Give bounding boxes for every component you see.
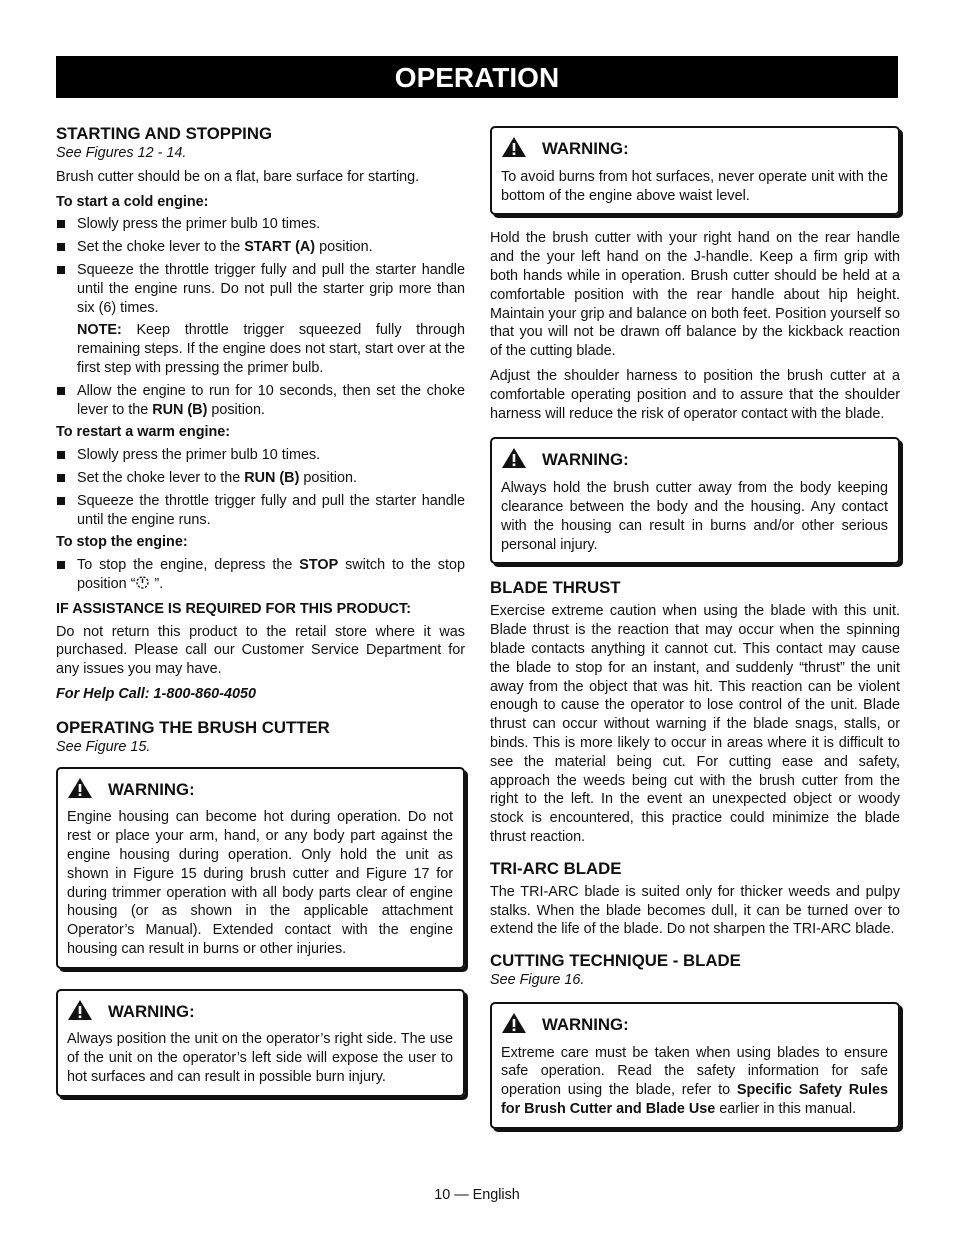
warning-triangle-icon	[501, 1012, 527, 1039]
warning-triangle-icon	[501, 447, 527, 474]
warning-box-waist-level	[490, 126, 900, 215]
warning-triangle-icon	[67, 777, 93, 804]
thrust-text: Exercise extreme caution when using the blade with this unit. Blade thrust is the reaction that may occur when the spinning blade contacts anything it cannot cut. This contact may cause the blade to stop for an instant, and suddenly “thrust” the unit away from the object that was hit. This reaction can be violent enough to cause the operator to lose control of the unit. Blade thrust can occur without warning if the blade snags, stalls, or binds. This is more likely to occur in areas where it is difficult to see the material being cut. For cutting ease and safety, approach the weeds being cut with the brush cutter from the right to the left. In the event an unexpected object or woody stock is encountered, this practice could minimize the blade thrust reaction.	[490, 603, 900, 845]
section-heading-technique: CUTTING TECHNIQUE - BLADE	[490, 951, 741, 971]
stop-engine-steps	[56, 556, 465, 596]
list-item: Slowly press the primer bulb 10 times.	[56, 446, 465, 465]
list-item: Squeeze the throttle trigger fully and pull the starter handle until the engine runs. Do not pull the starter grip more than six (6) times.	[56, 261, 465, 317]
warning-label: WARNING:	[108, 779, 195, 799]
warning-label: WARNING:	[542, 139, 629, 158]
list-item: Allow the engine to run for 10 seconds, then set the choke lever to the RUN (B) position.	[56, 382, 465, 420]
warning-label: WARNING:	[108, 1001, 195, 1021]
section-heading-thrust: BLADE THRUST	[490, 578, 621, 598]
right-column	[490, 126, 900, 1143]
assistance-label: IF ASSISTANCE IS REQUIRED FOR THIS PRODUCT:	[56, 600, 411, 617]
warning-label: WARNING:	[542, 450, 629, 470]
note-paragraph: NOTE: Keep throttle trigger squeezed fully through remaining steps. If the engine does not start, start over at the first step with pressing the primer bulb.	[77, 322, 465, 376]
list-item: Set the choke lever to the START (A) position.	[56, 238, 465, 257]
page-title-banner	[56, 56, 898, 98]
assistance-text: Do not return this product to the retail store where it was purchased. Please call our Customer Service Department for any issues you may have.	[56, 623, 465, 678]
section-heading-operating: OPERATING THE BRUSH CUTTER	[56, 717, 330, 737]
stop-engine-label: To stop the engine:	[56, 534, 188, 551]
warm-engine-steps	[56, 446, 465, 529]
section-heading-starting: STARTING AND STOPPING	[56, 124, 272, 143]
warning-text: To avoid burns from hot surfaces, never operate unit with the bottom of the engine above waist level.	[501, 168, 888, 204]
page-footer: 10 — English	[434, 1187, 520, 1203]
list-item: Slowly press the primer bulb 10 times.	[56, 215, 465, 234]
see-figure-16: See Figure 16.	[490, 972, 585, 989]
list-item: Squeeze the throttle trigger fully and pull the starter handle until the engine runs.	[56, 492, 465, 530]
left-column	[56, 124, 465, 1111]
list-item: To stop the engine, depress the STOP switch to the stop position “ ”.	[56, 556, 465, 596]
cold-engine-label: To start a cold engine:	[56, 193, 209, 210]
stop-position-icon	[135, 575, 150, 596]
warning-label: WARNING:	[542, 1014, 629, 1034]
warning-text: Always position the unit on the operator’s right side. The use of the unit on the operator’s left side will expose the user to hot surfaces and can result in possible burn injury.	[67, 1031, 453, 1086]
help-phone: For Help Call: 1-800-860-4050	[56, 685, 256, 702]
see-figures: See Figures 12 - 14.	[56, 145, 187, 161]
warm-engine-label: To restart a warm engine:	[56, 424, 231, 441]
list-item: Set the choke lever to the RUN (B) position.	[56, 469, 465, 488]
cold-engine-steps-cont	[56, 382, 465, 420]
warning-box-clearance	[490, 437, 900, 564]
triarc-text: The TRI-ARC blade is suited only for thicker weeds and pulpy stalks. When the blade becomes dull, it can be turned over to extend the life of the blade. Do not sharpen the TRI-ARC blade.	[490, 883, 900, 938]
starting-intro: Brush cutter should be on a flat, bare surface for starting.	[56, 168, 420, 185]
warning-text: Extreme care must be taken when using blades to ensure safe operation. Read the safety information for safe operation using the blade, refer to Specific Safety Rules for Brush Cutter and Blade Use earlier in this manual.	[501, 1044, 888, 1118]
warning-triangle-icon	[67, 999, 93, 1026]
harness-paragraph: Adjust the shoulder harness to position the brush cutter at a comfortable operating position and to assure that the shoulder harness will reduce the risk of operator contact with the blade.	[490, 367, 900, 422]
warning-box-right-side	[56, 989, 465, 1097]
warning-text: Engine housing can become hot during operation. Do not rest or place your arm, hand, or any body part against the engine housing during operation. Only hold the unit as shown in Figure 15 during brush cutter and Figure 17 for during trimmer operation with all body parts clear of engine housing (or as shown in the applicable attachment Operator’s Manual). Extended contact with the engine housing can result in burns or other injuries.	[67, 809, 453, 957]
warning-box-hot-housing	[56, 767, 465, 969]
warning-text: Always hold the brush cutter away from the body keeping clearance between the body and the housing. Any contact with the housing can result in burns and/or other serious personal injury.	[501, 480, 888, 553]
page-title: OPERATION	[394, 62, 560, 93]
see-figure-15: See Figure 15.	[56, 738, 151, 755]
cold-engine-steps	[56, 215, 465, 317]
hold-paragraph: Hold the brush cutter with your right hand on the rear handle and the your left hand on the J-handle. Keep a firm grip with both hands while in operation. Brush cutter should be held at a comfortable position with the rear handle about hip height. Maintain your grip and balance on both feet. Position yourself so that you will not be drawn off balance by the kickback reaction of the cutting blade.	[490, 230, 900, 360]
warning-triangle-icon	[501, 136, 527, 163]
section-heading-triarc: TRI-ARC BLADE	[490, 858, 622, 878]
warning-box-blades	[490, 1002, 900, 1129]
